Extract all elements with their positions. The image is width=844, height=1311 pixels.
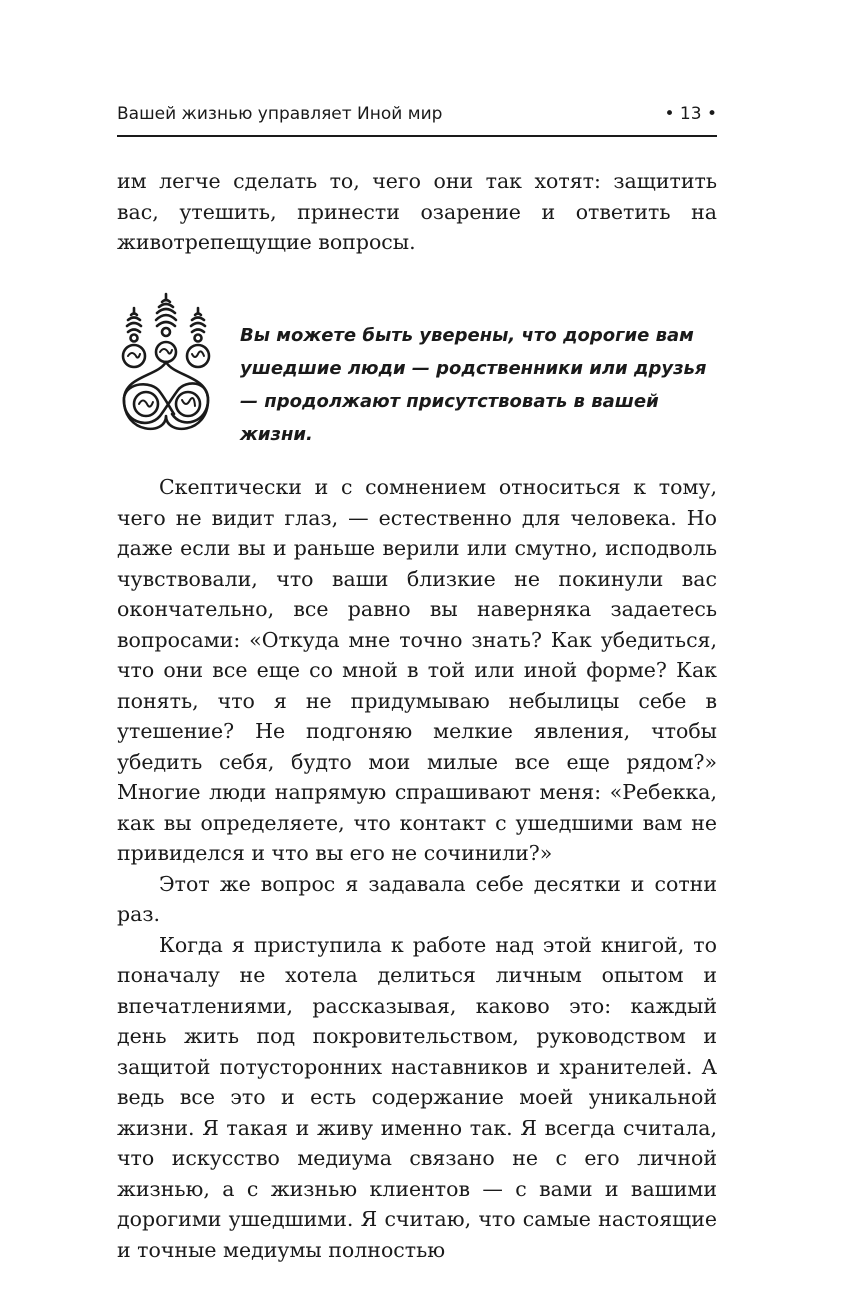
body-paragraph-1: Скептически и с сомнением относиться к тому, чего не видит глаз, — естественно для человека. Но даже если вы и раньше верили или смутно, исподволь чувствовали, что ваши близкие не покинули вас окончательно, все равно вы наверняка задаетесь вопросами: «Откуда мне точно знать? Как убедиться, что они все еще со мной в той или иной форме? Как понять, что я не придумываю небылицы себе в утешение? Не подгоняю мелкие явления, чтобы убедить себя, будто мои милые все еще рядом?» Многие люди напрямую спрашивают меня: «Ребекка, как вы определяете, что контакт с ушедшими вам не привиделся и что вы его не сочинили?» [117,475,717,865]
running-title: Вашей жизнью управляет Иной мир [117,104,443,124]
running-header [117,104,717,130]
body-paragraph-2: Этот же вопрос я задавала себе десятки и сотни раз. [117,871,717,926]
header-rule [117,135,717,137]
callout-quote: Вы можете быть уверены, что дорогие вам ушедшие люди — родственники или друзья — продолжают присутствовать в вашей жизни. [240,325,707,445]
ornamental-infinity-emblem-icon [112,290,220,438]
body-paragraph-3: Когда я приступила к работе над этой книгой, то поначалу не хотела делиться личным опытом и впечатлениями, рассказывая, каково это: каждый день жить под покровительством, руководством и защитой потусторонних наставников и хранителей. А ведь все это и есть содержание моей уникальной жизни. Я такая и живу именно так. Я всегда считала, что искусство медиума связано не с его личной жизнью, а с жизнью клиентов — с вами и вашими дорогими ушедшими. Я считаю, что самые настоящие и точные медиумы полностью [117,932,717,1262]
intro-paragraph: им легче сделать то, чего они так хотят: защитить вас, утешить, принести озарение и ответить на животрепещущие вопросы. [117,169,717,254]
body-text [117,472,717,1265]
page-number: • 13 • [664,104,717,124]
